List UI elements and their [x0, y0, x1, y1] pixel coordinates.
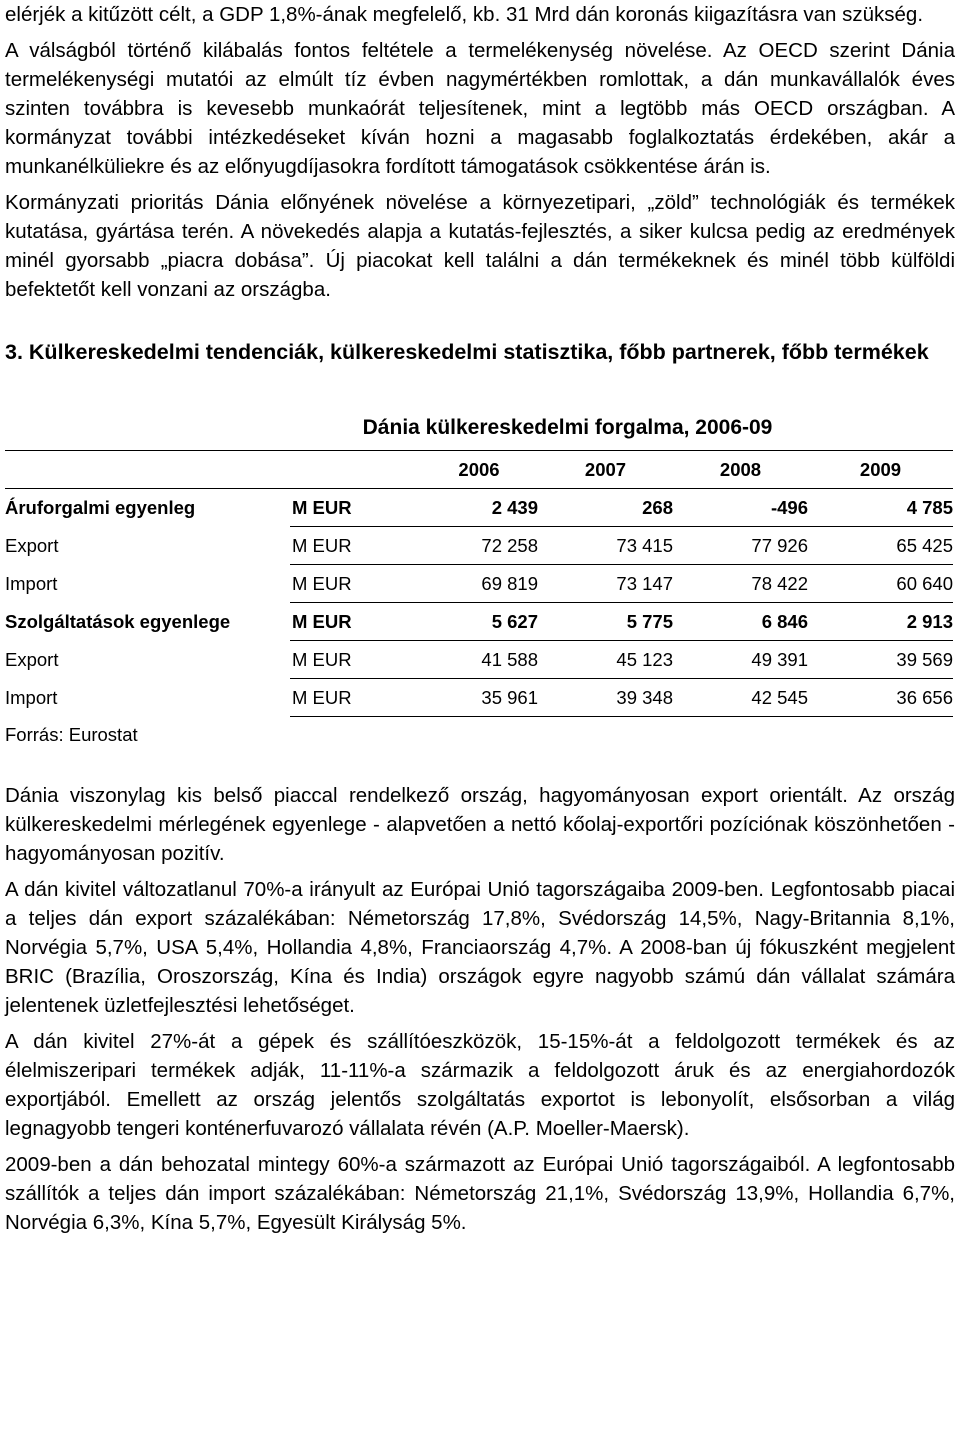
value-cell: 6 846: [673, 603, 808, 641]
year-header: 2007: [538, 451, 673, 489]
row-label: Szolgáltatások egyenlege: [5, 610, 231, 632]
row-label: Export: [5, 648, 59, 670]
value-cell: 60 640: [808, 565, 953, 603]
row-unit: M EUR: [290, 679, 420, 717]
table-row: [5, 603, 953, 641]
table-row: [5, 565, 953, 603]
table-source: Forrás: Eurostat: [5, 724, 138, 745]
value-cell: 42 545: [673, 679, 808, 717]
header-empty-cell: [5, 451, 290, 489]
paragraph: Dánia viszonylag kis belső piaccal rendelkező ország, hagyományosan export orientált. Az ország külkereskedelmi mérlegének egyenlege - alapvetően a nettó kőolaj-exportőri pozíciónak köszönhetően - hagyományosan pozitív.: [5, 784, 955, 865]
value-cell: 35 961: [420, 679, 538, 717]
value-cell: 77 926: [673, 527, 808, 565]
document-page: [5, 0, 955, 1237]
table-row: [5, 527, 953, 565]
table-row: [5, 679, 953, 717]
table-row: [5, 641, 953, 679]
top-paragraphs: [5, 0, 955, 304]
row-label: Import: [5, 572, 58, 594]
paragraph: Kormányzati prioritás Dánia előnyének növelése a környezetipari, „zöld” technológiák és termékek kutatása, gyártása terén. A növekedés alapja a kutatás-fejlesztés, a siker kulcsa pedig az eredmények minél gyorsabb „piacra dobása”. Új piacokat kell találni a dán termékeknek és minél több külföldi befektetőt kell vonzani az országba.: [5, 191, 955, 301]
value-cell: 49 391: [673, 641, 808, 679]
row-unit: M EUR: [290, 527, 420, 565]
value-cell: 4 785: [808, 489, 953, 527]
header-empty-cell: [290, 451, 420, 489]
value-cell: 78 422: [673, 565, 808, 603]
paragraph: 2009-ben a dán behozatal mintegy 60%-a származott az Európai Unió tagországaiból. A legfontosabb szállítók a teljes dán import százalékában: Németország 21,1%, Svédország 13,9%, Hollandia 6,7%, Norvégia 6,3%, Kína 5,7%, Egyesült Királyság 5%.: [5, 1153, 955, 1234]
table-title: Dánia külkereskedelmi forgalma, 2006-09: [362, 416, 773, 439]
row-unit: M EUR: [290, 565, 420, 603]
table-header-row: [5, 451, 953, 489]
value-cell: 36 656: [808, 679, 953, 717]
value-cell: 268: [538, 489, 673, 527]
value-cell: 39 569: [808, 641, 953, 679]
value-cell: 2 439: [420, 489, 538, 527]
value-cell: 45 123: [538, 641, 673, 679]
row-label: Import: [5, 686, 58, 708]
value-cell: 5 627: [420, 603, 538, 641]
year-header: 2006: [420, 451, 538, 489]
value-cell: 73 415: [538, 527, 673, 565]
table-row: [5, 489, 953, 527]
value-cell: 2 913: [808, 603, 953, 641]
value-cell: -496: [673, 489, 808, 527]
row-unit: M EUR: [290, 489, 420, 527]
year-header: 2009: [808, 451, 953, 489]
row-label: Export: [5, 534, 59, 556]
value-cell: 72 258: [420, 527, 538, 565]
value-cell: 73 147: [538, 565, 673, 603]
row-unit: M EUR: [290, 641, 420, 679]
value-cell: 41 588: [420, 641, 538, 679]
paragraph: A válságból történő kilábalás fontos feltétele a termelékenység növelése. Az OECD szerint Dánia termelékenységi mutatói az elmúlt tíz évben nagymértékben romlottak, a dán munkavállalók éves szinten továbbra is kevesebb munkaórát teljesítenek, mint a legtöbb más OECD országban. A kormányzat további intézkedéseket kíván hozni a magasabb foglalkoztatás érdekében, akár a munkanélküliekre és az előnyugdíjasokra fordított támogatások csökkentése árán is.: [5, 39, 955, 178]
trade-table: [5, 450, 953, 717]
section-heading: 3. Külkereskedelmi tendenciák, külkereskedelmi statisztika, főbb partnerek, főbb termékek: [5, 340, 929, 364]
value-cell: 39 348: [538, 679, 673, 717]
value-cell: 5 775: [538, 603, 673, 641]
value-cell: 65 425: [808, 527, 953, 565]
row-label: Áruforgalmi egyenleg: [5, 496, 196, 518]
bottom-paragraphs: [5, 781, 955, 1237]
row-unit: M EUR: [290, 603, 420, 641]
paragraph: A dán kivitel változatlanul 70%-a irányult az Európai Unió tagországaiba 2009-ben. Legfontosabb piacai a teljes dán export százalékában: Németország 17,8%, Svédország 14,5%, Nagy-Britannia 8,1%, Norvégia 5,7%, USA 5,4%, Hollandia 4,8%, Franciaország 4,7%. A 2008-ban új fókuszként megjelent BRIC (Brazília, Oroszország, Kína és India) országok egyre nagyobb számú dán vállalat számára jelentenek üzletfejlesztési lehetőséget.: [5, 878, 955, 1017]
paragraph: elérjék a kitűzött célt, a GDP 1,8%-ának megfelelő, kb. 31 Mrd dán koronás kiigazításra van szükség.: [5, 3, 924, 26]
year-header: 2008: [673, 451, 808, 489]
paragraph: A dán kivitel 27%-át a gépek és szállítóeszközök, 15-15%-át a feldolgozott termékek és az élelmiszeripari termékek adják, 11-11%-a származik a feldolgozott áruk és az energiahordozók exportjából. Emellett az ország jelentős szolgáltatás exportot is lebonyolít, elsősorban a világ legnagyobb tengeri konténerfuvarozó vállalata révén (A.P. Moeller-Maersk).: [5, 1030, 955, 1140]
value-cell: 69 819: [420, 565, 538, 603]
